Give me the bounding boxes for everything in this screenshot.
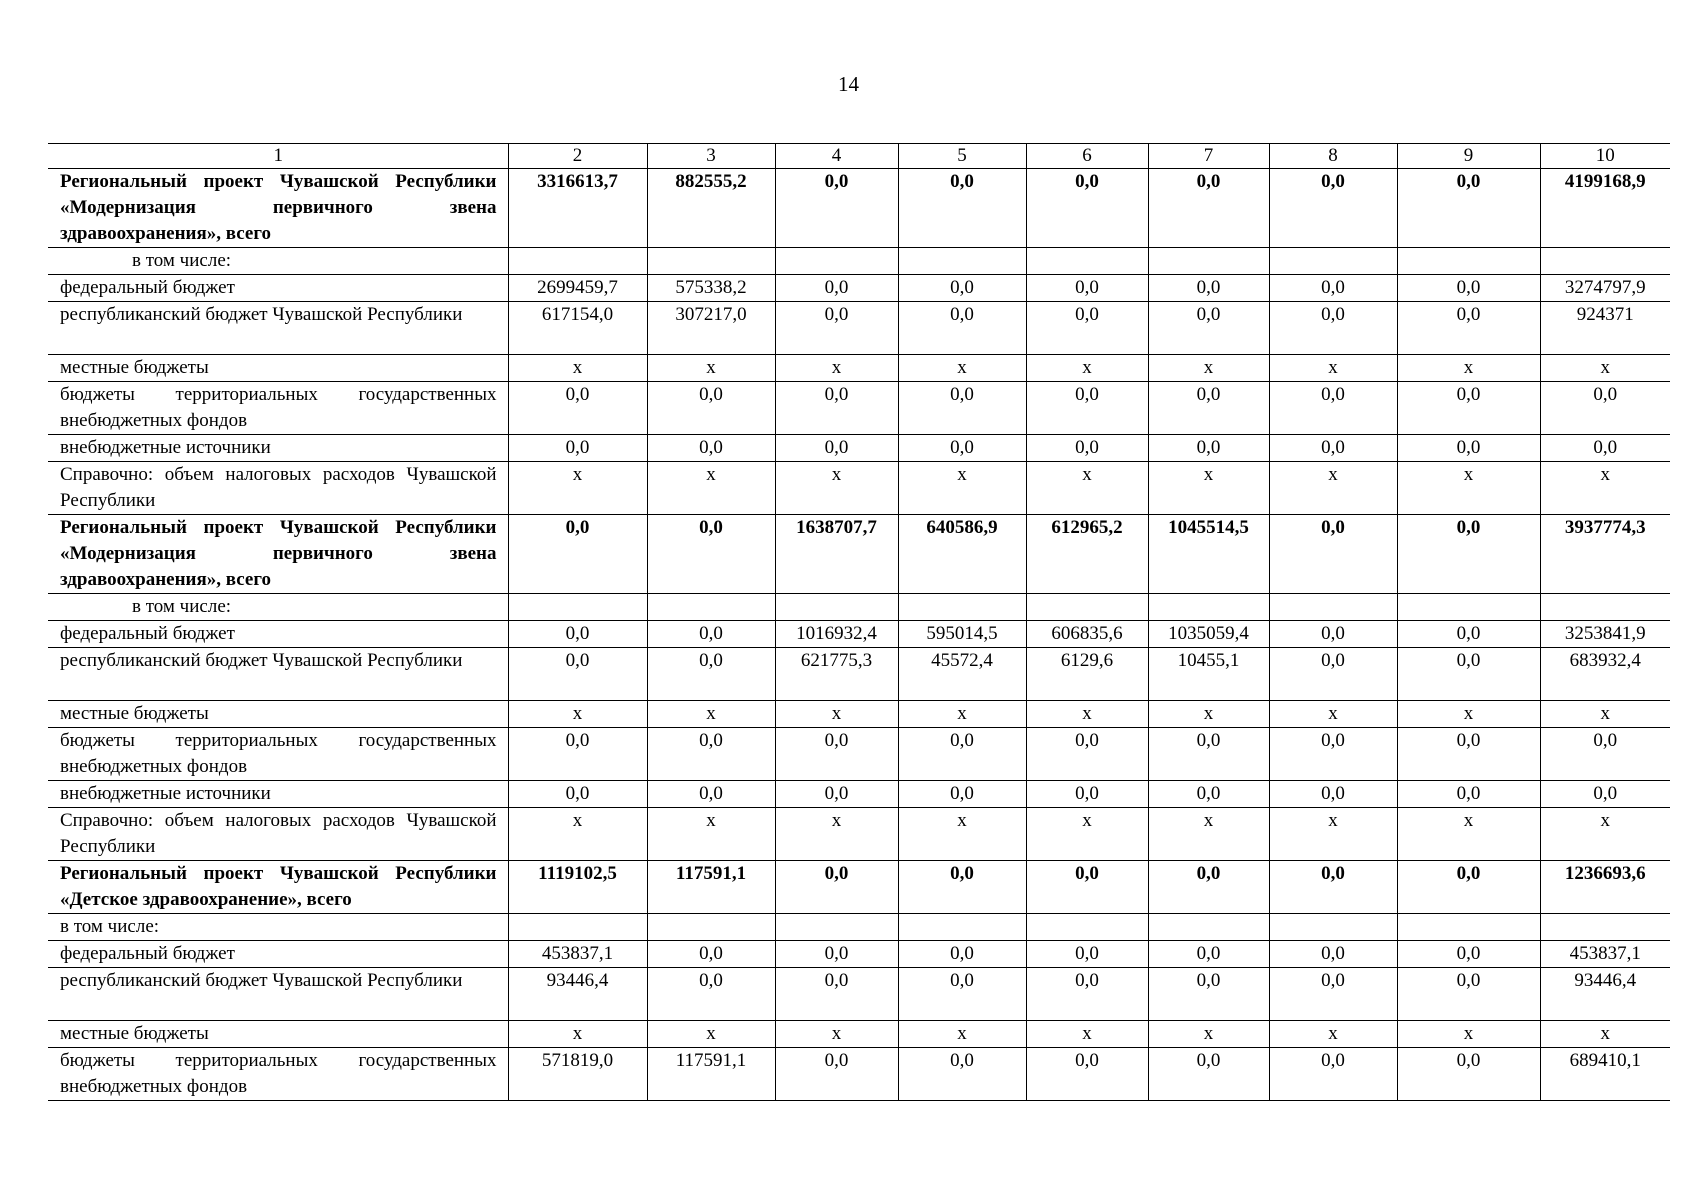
value-cell: 575338,2 — [647, 275, 775, 302]
value-cell: 0,0 — [775, 169, 898, 248]
value-cell: х — [775, 808, 898, 861]
row-label-cell — [48, 914, 508, 941]
value-cell: 0,0 — [647, 382, 775, 435]
table-row — [48, 1021, 1670, 1048]
value-cell: 0,0 — [1026, 941, 1148, 968]
value-cell: 1045514,5 — [1148, 515, 1269, 594]
row-label-cell — [48, 808, 508, 861]
value-cell: х — [508, 355, 647, 382]
value-cell: 0,0 — [508, 435, 647, 462]
value-cell — [1148, 914, 1269, 941]
table-row — [48, 941, 1670, 968]
row-label: Справочно: объем налоговых расходов Чувашской Республики — [60, 810, 497, 857]
value-cell — [1026, 594, 1148, 621]
table-row — [48, 728, 1670, 781]
row-label-cell — [48, 248, 508, 275]
value-cell: х — [1397, 355, 1540, 382]
row-label: федеральный бюджет — [60, 623, 235, 644]
value-cell: 0,0 — [1397, 435, 1540, 462]
value-cell: х — [508, 1021, 647, 1048]
value-cell: 0,0 — [508, 382, 647, 435]
value-cell: 1236693,6 — [1540, 861, 1670, 914]
value-cell: х — [898, 462, 1026, 515]
value-cell: 617154,0 — [508, 302, 647, 355]
value-cell: 1035059,4 — [1148, 621, 1269, 648]
value-cell: 0,0 — [1540, 382, 1670, 435]
column-number-cell: 1 — [48, 144, 508, 169]
value-cell: х — [1148, 462, 1269, 515]
value-cell: 0,0 — [508, 621, 647, 648]
value-cell: х — [1026, 1021, 1148, 1048]
value-cell: 0,0 — [1269, 1048, 1397, 1101]
value-cell: 0,0 — [898, 382, 1026, 435]
value-cell: 0,0 — [1397, 275, 1540, 302]
value-cell — [775, 248, 898, 275]
row-label: внебюджетные источники — [60, 783, 271, 804]
value-cell: х — [775, 1021, 898, 1048]
value-cell: х — [1026, 462, 1148, 515]
value-cell: 2699459,7 — [508, 275, 647, 302]
row-label-cell — [48, 169, 508, 248]
value-cell: 1638707,7 — [775, 515, 898, 594]
value-cell: 0,0 — [1148, 382, 1269, 435]
row-label: федеральный бюджет — [60, 277, 235, 298]
value-cell: 6129,6 — [1026, 648, 1148, 701]
value-cell: 0,0 — [1148, 169, 1269, 248]
row-label-cell — [48, 728, 508, 781]
row-label: федеральный бюджет — [60, 943, 235, 964]
value-cell: 0,0 — [1540, 435, 1670, 462]
value-cell: х — [1026, 808, 1148, 861]
row-label-cell — [48, 382, 508, 435]
value-cell: 453837,1 — [1540, 941, 1670, 968]
row-label-cell — [48, 941, 508, 968]
value-cell: 3253841,9 — [1540, 621, 1670, 648]
table-row — [48, 275, 1670, 302]
value-cell — [1269, 248, 1397, 275]
row-label: в том числе: — [60, 916, 160, 937]
row-label-cell — [48, 355, 508, 382]
value-cell — [1148, 594, 1269, 621]
row-label-cell — [48, 594, 508, 621]
column-number-cell: 10 — [1540, 144, 1670, 169]
value-cell: 612965,2 — [1026, 515, 1148, 594]
value-cell: 0,0 — [1397, 728, 1540, 781]
row-label: Региональный проект Чувашской Республики «Детское здравоохранение», всего — [60, 863, 497, 910]
value-cell: 3316613,7 — [508, 169, 647, 248]
value-cell: 0,0 — [775, 968, 898, 1021]
table-row — [48, 462, 1670, 515]
value-cell: х — [898, 701, 1026, 728]
value-cell: х — [647, 808, 775, 861]
value-cell: 640586,9 — [898, 515, 1026, 594]
value-cell: 0,0 — [647, 941, 775, 968]
table-row — [48, 701, 1670, 728]
value-cell: 0,0 — [1026, 275, 1148, 302]
row-label-cell — [48, 435, 508, 462]
value-cell: 45572,4 — [898, 648, 1026, 701]
column-number-cell: 8 — [1269, 144, 1397, 169]
value-cell: 0,0 — [1269, 728, 1397, 781]
row-label-cell — [48, 515, 508, 594]
value-cell: 0,0 — [898, 435, 1026, 462]
value-cell — [898, 594, 1026, 621]
value-cell: х — [775, 355, 898, 382]
value-cell: х — [508, 808, 647, 861]
value-cell: 0,0 — [898, 968, 1026, 1021]
value-cell: 621775,3 — [775, 648, 898, 701]
row-label-cell — [48, 781, 508, 808]
value-cell: х — [1540, 701, 1670, 728]
value-cell: 0,0 — [647, 728, 775, 781]
value-cell: 0,0 — [775, 941, 898, 968]
value-cell: х — [647, 355, 775, 382]
table-row — [48, 382, 1670, 435]
value-cell: 595014,5 — [898, 621, 1026, 648]
row-label: Справочно: объем налоговых расходов Чувашской Республики — [60, 464, 497, 511]
row-label: в том числе: — [132, 250, 232, 271]
value-cell: 0,0 — [508, 515, 647, 594]
value-cell — [1540, 914, 1670, 941]
value-cell: 0,0 — [508, 648, 647, 701]
value-cell: 0,0 — [1148, 275, 1269, 302]
row-label: республиканский бюджет Чувашской Республики — [60, 650, 463, 671]
value-cell: 0,0 — [775, 728, 898, 781]
value-cell: 0,0 — [775, 302, 898, 355]
value-cell: 0,0 — [1269, 515, 1397, 594]
value-cell: 0,0 — [1148, 728, 1269, 781]
value-cell: 453837,1 — [508, 941, 647, 968]
value-cell: х — [1540, 1021, 1670, 1048]
value-cell: 0,0 — [1026, 169, 1148, 248]
value-cell — [1269, 914, 1397, 941]
row-label-cell — [48, 275, 508, 302]
value-cell: 0,0 — [1397, 1048, 1540, 1101]
value-cell: 0,0 — [1269, 382, 1397, 435]
table-row — [48, 594, 1670, 621]
project-total-row — [48, 169, 1670, 248]
value-cell: х — [647, 1021, 775, 1048]
value-cell: х — [1397, 701, 1540, 728]
value-cell: 0,0 — [775, 382, 898, 435]
column-number-cell: 4 — [775, 144, 898, 169]
value-cell: 1016932,4 — [775, 621, 898, 648]
value-cell — [898, 914, 1026, 941]
value-cell: 0,0 — [1540, 781, 1670, 808]
value-cell: х — [1148, 808, 1269, 861]
table-row — [48, 1048, 1670, 1101]
value-cell: х — [1397, 808, 1540, 861]
value-cell: 93446,4 — [508, 968, 647, 1021]
value-cell: 0,0 — [1269, 861, 1397, 914]
value-cell: х — [1269, 1021, 1397, 1048]
value-cell: 3274797,9 — [1540, 275, 1670, 302]
column-number-cell: 2 — [508, 144, 647, 169]
value-cell: 689410,1 — [1540, 1048, 1670, 1101]
row-label: внебюджетные источники — [60, 437, 271, 458]
value-cell: х — [898, 808, 1026, 861]
row-label-cell — [48, 462, 508, 515]
row-label: местные бюджеты — [60, 1023, 209, 1044]
value-cell: 10455,1 — [1148, 648, 1269, 701]
row-label: Региональный проект Чувашской Республики «Модернизация первичного звена здравоохранения», всего — [60, 171, 497, 244]
project-total-row — [48, 861, 1670, 914]
value-cell: 924371 — [1540, 302, 1670, 355]
value-cell: 0,0 — [647, 435, 775, 462]
value-cell — [1540, 248, 1670, 275]
value-cell: 0,0 — [1269, 941, 1397, 968]
value-cell: 0,0 — [1397, 515, 1540, 594]
row-label: Региональный проект Чувашской Республики «Модернизация первичного звена здравоохранения», всего — [60, 517, 497, 590]
table-row — [48, 914, 1670, 941]
value-cell: 571819,0 — [508, 1048, 647, 1101]
row-label-cell — [48, 648, 508, 701]
value-cell: 0,0 — [647, 621, 775, 648]
value-cell: 4199168,9 — [1540, 169, 1670, 248]
value-cell: 0,0 — [1397, 781, 1540, 808]
value-cell: 0,0 — [1397, 169, 1540, 248]
column-number-row — [48, 144, 1670, 169]
value-cell: 0,0 — [1269, 621, 1397, 648]
value-cell: 0,0 — [508, 781, 647, 808]
table-row — [48, 648, 1670, 701]
project-total-row — [48, 515, 1670, 594]
value-cell — [775, 594, 898, 621]
value-cell: 0,0 — [775, 435, 898, 462]
table-row — [48, 621, 1670, 648]
value-cell: 0,0 — [1540, 728, 1670, 781]
column-number-cell: 9 — [1397, 144, 1540, 169]
value-cell: 0,0 — [898, 169, 1026, 248]
value-cell: 0,0 — [647, 781, 775, 808]
value-cell: х — [1540, 462, 1670, 515]
value-cell: 0,0 — [1397, 861, 1540, 914]
value-cell: 0,0 — [508, 728, 647, 781]
value-cell: 117591,1 — [647, 1048, 775, 1101]
row-label-cell — [48, 302, 508, 355]
value-cell: 0,0 — [1148, 302, 1269, 355]
value-cell: 0,0 — [775, 861, 898, 914]
value-cell: 0,0 — [1397, 941, 1540, 968]
row-label-cell — [48, 968, 508, 1021]
value-cell: 683932,4 — [1540, 648, 1670, 701]
value-cell — [1148, 248, 1269, 275]
value-cell: х — [1397, 462, 1540, 515]
value-cell: 0,0 — [1148, 1048, 1269, 1101]
value-cell — [1540, 594, 1670, 621]
value-cell: 0,0 — [775, 781, 898, 808]
column-number-cell: 3 — [647, 144, 775, 169]
value-cell: 0,0 — [1148, 941, 1269, 968]
row-label: республиканский бюджет Чувашской Республики — [60, 304, 463, 325]
row-label-cell — [48, 1048, 508, 1101]
value-cell: 0,0 — [1397, 968, 1540, 1021]
value-cell: 0,0 — [1026, 728, 1148, 781]
value-cell: 0,0 — [1269, 648, 1397, 701]
value-cell: 0,0 — [647, 515, 775, 594]
value-cell — [775, 914, 898, 941]
value-cell — [647, 914, 775, 941]
value-cell: 0,0 — [1026, 781, 1148, 808]
value-cell: 0,0 — [898, 275, 1026, 302]
row-label-cell — [48, 701, 508, 728]
value-cell — [1026, 914, 1148, 941]
row-label: местные бюджеты — [60, 703, 209, 724]
value-cell: 0,0 — [1269, 781, 1397, 808]
value-cell: 606835,6 — [1026, 621, 1148, 648]
value-cell: х — [775, 462, 898, 515]
value-cell: х — [1148, 355, 1269, 382]
value-cell — [1269, 594, 1397, 621]
table-row — [48, 302, 1670, 355]
value-cell: х — [1148, 701, 1269, 728]
value-cell: 0,0 — [1148, 435, 1269, 462]
value-cell — [1026, 248, 1148, 275]
value-cell: 0,0 — [1026, 302, 1148, 355]
page-number: 14 — [838, 72, 859, 96]
value-cell: х — [647, 462, 775, 515]
value-cell: 0,0 — [898, 1048, 1026, 1101]
row-label: бюджеты территориальных государственных внебюджетных фондов — [60, 1050, 497, 1097]
table-row — [48, 355, 1670, 382]
value-cell: 0,0 — [1397, 621, 1540, 648]
table-row — [48, 781, 1670, 808]
value-cell: х — [1026, 701, 1148, 728]
value-cell: х — [508, 701, 647, 728]
value-cell: 0,0 — [1026, 968, 1148, 1021]
value-cell — [898, 248, 1026, 275]
value-cell: 0,0 — [898, 861, 1026, 914]
value-cell: х — [775, 701, 898, 728]
value-cell: х — [1269, 808, 1397, 861]
value-cell: х — [647, 701, 775, 728]
row-label-cell — [48, 861, 508, 914]
row-label: бюджеты территориальных государственных внебюджетных фондов — [60, 384, 497, 431]
value-cell: х — [898, 1021, 1026, 1048]
row-label: бюджеты территориальных государственных внебюджетных фондов — [60, 730, 497, 777]
value-cell: 0,0 — [1269, 968, 1397, 1021]
table-row — [48, 808, 1670, 861]
value-cell: 0,0 — [1148, 781, 1269, 808]
column-number-cell: 7 — [1148, 144, 1269, 169]
table-row — [48, 968, 1670, 1021]
value-cell: 0,0 — [1026, 382, 1148, 435]
value-cell: 0,0 — [775, 275, 898, 302]
value-cell: 93446,4 — [1540, 968, 1670, 1021]
value-cell: 0,0 — [898, 302, 1026, 355]
value-cell: 0,0 — [1269, 435, 1397, 462]
value-cell: х — [898, 355, 1026, 382]
value-cell: 1119102,5 — [508, 861, 647, 914]
column-number-cell: 5 — [898, 144, 1026, 169]
value-cell: х — [1026, 355, 1148, 382]
value-cell — [508, 914, 647, 941]
table-row — [48, 435, 1670, 462]
row-label: местные бюджеты — [60, 357, 209, 378]
value-cell: 0,0 — [647, 648, 775, 701]
value-cell: х — [1540, 808, 1670, 861]
value-cell: х — [1269, 701, 1397, 728]
value-cell — [508, 594, 647, 621]
value-cell: 0,0 — [1397, 382, 1540, 435]
value-cell: 0,0 — [647, 968, 775, 1021]
row-label-cell — [48, 1021, 508, 1048]
row-label: республиканский бюджет Чувашской Республики — [60, 970, 463, 991]
value-cell: 117591,1 — [647, 861, 775, 914]
row-label-cell — [48, 621, 508, 648]
value-cell: 0,0 — [1269, 169, 1397, 248]
value-cell: 0,0 — [898, 941, 1026, 968]
value-cell: 0,0 — [898, 728, 1026, 781]
value-cell: х — [1148, 1021, 1269, 1048]
value-cell — [508, 248, 647, 275]
value-cell: 0,0 — [1269, 302, 1397, 355]
value-cell: 0,0 — [1148, 861, 1269, 914]
value-cell — [1397, 594, 1540, 621]
budget-table — [48, 143, 1670, 1101]
value-cell: 882555,2 — [647, 169, 775, 248]
table-row — [48, 248, 1670, 275]
value-cell — [647, 248, 775, 275]
value-cell: х — [1269, 462, 1397, 515]
value-cell: х — [1540, 355, 1670, 382]
row-label: в том числе: — [132, 596, 232, 617]
value-cell: х — [1397, 1021, 1540, 1048]
value-cell: 0,0 — [1026, 435, 1148, 462]
value-cell: 0,0 — [775, 1048, 898, 1101]
column-number-cell: 6 — [1026, 144, 1148, 169]
value-cell: 307217,0 — [647, 302, 775, 355]
value-cell: 0,0 — [1026, 1048, 1148, 1101]
value-cell — [1397, 914, 1540, 941]
value-cell — [1397, 248, 1540, 275]
value-cell: 0,0 — [1269, 275, 1397, 302]
value-cell — [647, 594, 775, 621]
value-cell: 3937774,3 — [1540, 515, 1670, 594]
value-cell: 0,0 — [1026, 861, 1148, 914]
value-cell: х — [1269, 355, 1397, 382]
value-cell: 0,0 — [1148, 968, 1269, 1021]
value-cell: 0,0 — [1397, 302, 1540, 355]
value-cell: х — [508, 462, 647, 515]
value-cell: 0,0 — [898, 781, 1026, 808]
value-cell: 0,0 — [1397, 648, 1540, 701]
